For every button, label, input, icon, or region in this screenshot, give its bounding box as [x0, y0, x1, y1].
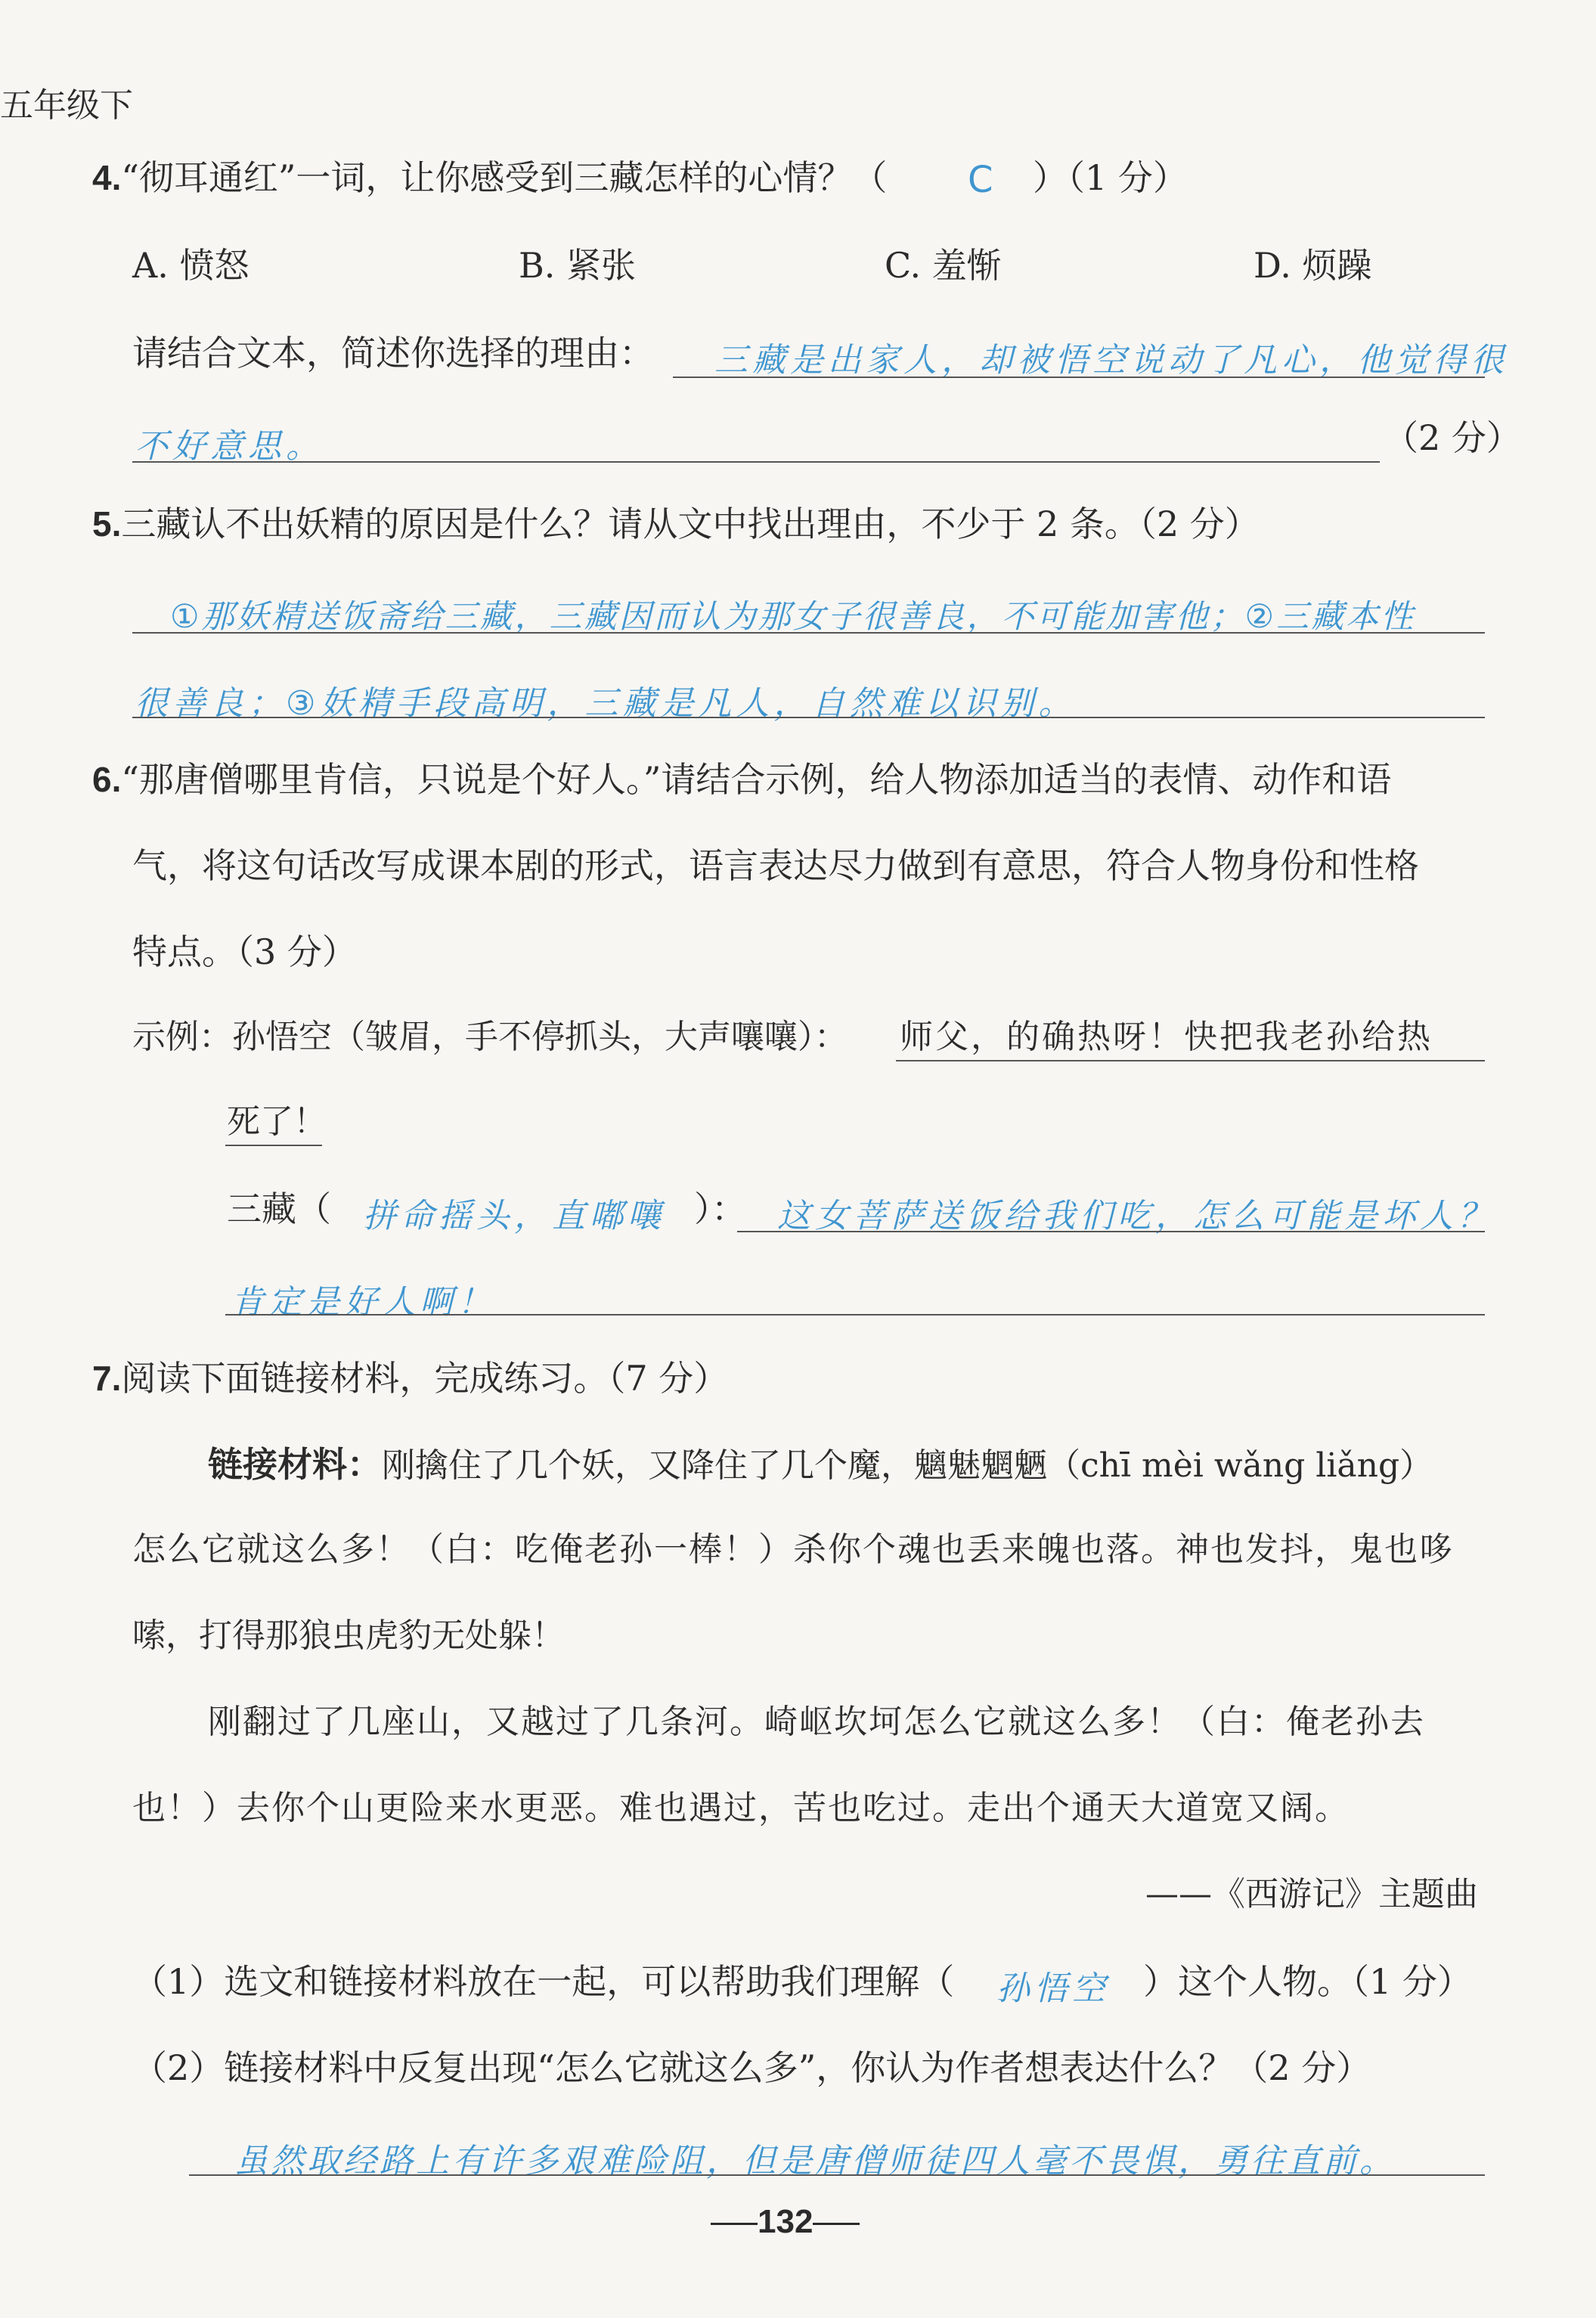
answer-line: [737, 1231, 1485, 1232]
example-text-2: 死了！: [227, 1102, 327, 1141]
option-c: C. 羞惭: [885, 245, 1002, 286]
material-line-1: [208, 1444, 1433, 1485]
sub-question-1-answer: 孙悟空: [996, 1969, 1110, 2008]
answer-line: [189, 2174, 1485, 2176]
question-4-score: ）（1 分）: [1033, 157, 1188, 198]
question-7-number: 7.: [92, 1359, 122, 1398]
question-4-reason-score: （2 分）: [1384, 417, 1521, 458]
sub-question-1-tail: ）这个人物。（1 分）: [1143, 1961, 1472, 2002]
sanzang-answer-1: 这女菩萨送饭给我们吃，怎么可能是坏人？: [777, 1197, 1495, 1235]
sub-question-2: （2）链接材料中反复出现“怎么它就这么多”，你认为作者想表达什么？（2 分）: [132, 2047, 1371, 2088]
example-line: [225, 1145, 322, 1146]
option-a: A. 愤怒: [132, 245, 249, 286]
page-number: [711, 2203, 860, 2241]
page-number-dash-left: [711, 2223, 758, 2225]
question-4: [92, 157, 888, 198]
question-5-text: 三藏认不出妖精的原因是什么？请从文中找出理由，不少于 2 条。（2 分）: [121, 504, 1260, 544]
question-4-reason-answer-1: 三藏是出家人，却被悟空说动了凡心，他觉得很: [714, 341, 1508, 380]
answer-line: [132, 461, 1380, 463]
material-text-4: 刚翻过了几座山，又越过了几条河。崎岖坎坷怎么它就这么多！（白：俺老孙去: [208, 1703, 1425, 1741]
sanzang-action: 拼命摇头，直嘟嚷: [363, 1197, 665, 1235]
material-text-3: 嗦，打得那狼虫虎豹无处躲！: [132, 1616, 565, 1655]
question-4-answer: C: [968, 159, 998, 201]
answer-line: [132, 717, 1485, 718]
material-text-5: 也！）去你个山更险来水更恶。难也遇过，苦也吃过。走出个通天大道宽又阔。: [132, 1789, 1350, 1827]
question-4-reason-answer-2: 不好意思。: [135, 427, 324, 466]
example-text-1: 师父，的确热呀！快把我老孙给热: [900, 1018, 1433, 1056]
grade-header: 五年级下: [0, 86, 133, 125]
question-6-line-1: “那唐僧哪里肯信，只说是个好人。”请结合示例，给人物添加适当的表情、动作和语: [121, 759, 1392, 800]
question-5-answer-2: 很善良；③妖精手段高明，三藏是凡人，自然难以识别。: [135, 684, 1077, 723]
sub-question-2-answer: 虽然取经路上有许多艰难险阻，但是唐僧师徒四人毫不畏惧，勇往直前。: [234, 2142, 1396, 2180]
question-6: [92, 759, 1392, 800]
page-number-value: 132: [758, 2203, 813, 2240]
question-5-number: 5.: [92, 504, 122, 544]
page-number-dash-right: [813, 2223, 860, 2225]
sanzang-label: 三藏（: [227, 1188, 331, 1229]
example-line: [896, 1060, 1485, 1061]
question-6-line-3: 特点。（3 分）: [132, 931, 357, 972]
answer-line: [132, 632, 1485, 634]
question-4-number: 4.: [92, 158, 122, 197]
example-label: 示例：孙悟空（皱眉，手不停抓头，大声嚷嚷）：: [132, 1018, 848, 1056]
material-text-2: 怎么它就这么多！（白：吃俺老孙一棒！）杀你个魂也丢来魄也落。神也发抖，鬼也哆: [132, 1530, 1454, 1569]
question-6-number: 6.: [92, 760, 122, 799]
sanzang-answer-2: 肯定是好人啊！: [231, 1283, 495, 1322]
question-4-reason-label: 请结合文本，简述你选择的理由：: [132, 333, 654, 373]
question-7: [92, 1358, 729, 1399]
question-7-text: 阅读下面链接材料，完成练习。（7 分）: [121, 1358, 729, 1399]
question-6-line-2: 气，将这句话改写成课本剧的形式，语言表达尽力做到有意思，符合人物身份和性格: [132, 845, 1419, 886]
question-5: [92, 504, 1260, 544]
answer-line: [225, 1314, 1485, 1315]
sub-question-1: （1）选文和链接材料放在一起，可以帮助我们理解（: [132, 1961, 955, 2002]
option-b: B. 紧张: [519, 245, 637, 286]
material-source: ——《西游记》主题曲: [1145, 1875, 1478, 1914]
question-4-text: “彻耳通红”一词，让你感受到三藏怎样的心情？（: [121, 157, 888, 198]
option-d: D. 烦躁: [1254, 245, 1372, 286]
material-text-1: 刚擒住了几个妖，又降住了几个魔，魑魅魍魉（chī mèi wǎng liǎng）: [382, 1446, 1433, 1485]
material-label: 链接材料：: [208, 1444, 382, 1485]
answer-line: [673, 377, 1485, 378]
sanzang-close: ）：: [694, 1188, 746, 1229]
question-5-answer-1: ①那妖精送饭斋给三藏，三藏因而认为那女子很善良，不可能加害他；②三藏本性: [170, 598, 1416, 636]
